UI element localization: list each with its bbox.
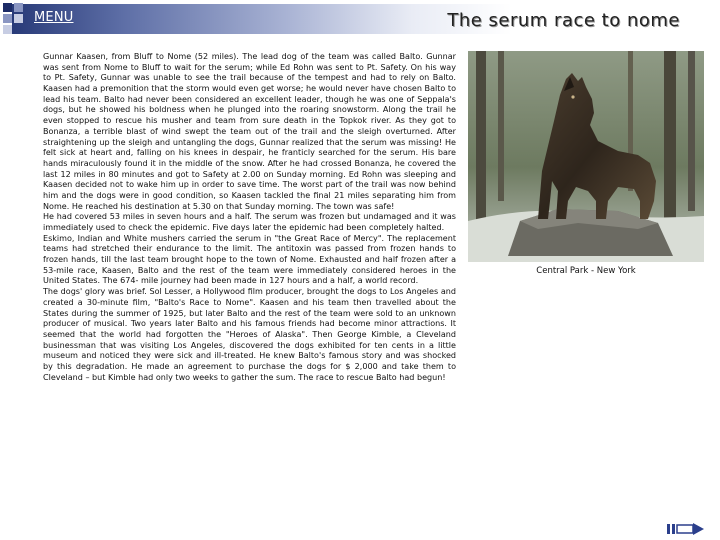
menu-link[interactable]: MENU [34, 10, 74, 25]
photo-caption: Central Park - New York [536, 266, 636, 276]
header-gradient-bar [12, 4, 512, 34]
article-paragraph: Gunnar Kaasen, from Bluff to Nome (52 miles). The lead dog of the team was called Balto. Gunnar was sent from Nome to Bluff to wait for the serum; while Ed Rohn was sent to Pt. Safety. On his way to Pt. Safety, Gunnar was unable to see the trail because of the tempest and had to rely on Balto. Kaasen had a premonition that the storm would even get worse; he would never have chosen Balto to lead his team. Balto had never been considered an excellent leader, though he was one of Seppala's dogs, but he showed his boldness when he plunged into the roaring snowstorm. Along the trail he even stopped to rescue his musher and team from sure death in the Topkok river. As they got to Bonanza, a terrible blast of wind swept the team out of the trail and the sleigh overturned. After straightening up the sleigh and untangling the dogs, Gunnar realized that the serum was missing! He felt sick at heart and, falling on his knees in despair, he franticly searched for the serum. His bare hands miraculously found it in the middle of the snow. After he had crossed Bonanza, he covered the last 12 miles in 80 minutes and got to Safety at 2.00 on Sunday morning. Ed Rohn was sleeping and Kaasen decided not to wake him up in order to save time. The worst part of the trail was now behind him and the dogs were in good condition, so Kaasen tackled the final 21 miles separating him from Nome. He reached his destination at 5.30 on that Sunday morning. The town was safe! [43, 52, 456, 211]
page-title: The serum race to nome [447, 10, 680, 31]
header-band [0, 0, 720, 46]
article-paragraph: He had covered 53 miles in seven hours and a half. The serum was frozen but undamaged and it was immediately used to check the epidemic. Five days later the epidemic had been completely halted. [43, 212, 456, 232]
article-paragraph: Eskimo, Indian and White mushers carried the serum in "the Great Race of Mercy". The replacement teams had stretched their endurance to the limit. The antitoxin was passed from frozen hands to frozen hands, till the last team brought hope to the town of Nome. Exhausted and half frozen after a 53-mile race, Kaasen, Balto and the rest of the team were immediately considered heroes in the United States. The 674- mile journey had been made in 127 hours and a half, a world record. [43, 233, 456, 286]
next-slide-button[interactable] [666, 521, 706, 535]
balto-statue-photo [468, 51, 704, 262]
next-arrow-icon [666, 522, 706, 536]
article-text [43, 52, 456, 383]
article-paragraph: The dogs' glory was brief. Sol Lesser, a Hollywood film producer, brought the dogs to Los Angeles and created a 30-minute film, "Balto's Race to Nome". Kaasen and his team then travelled about the States during the summer of 1925, but later Balto and the rest of the team were sold to an unknown producer of musical. Two years later Balto and his famous friends had become minor attractions. It seemed that the world had forgotten the "Heroes of Alaska". Then George Kimble, a Cleveland businessman that was visiting Los Angeles, discovered the dogs exhibited for ten cents in a little museum and noticed they were sick and ill-treated. He knew Balto's famous story and was shocked by this degradation. He made an agreement to purchase the dogs for $ 2,000 and take them to Cleveland – but Kimble had only two weeks to gather the sum. The race to rescue Balto had begun! [43, 287, 456, 382]
